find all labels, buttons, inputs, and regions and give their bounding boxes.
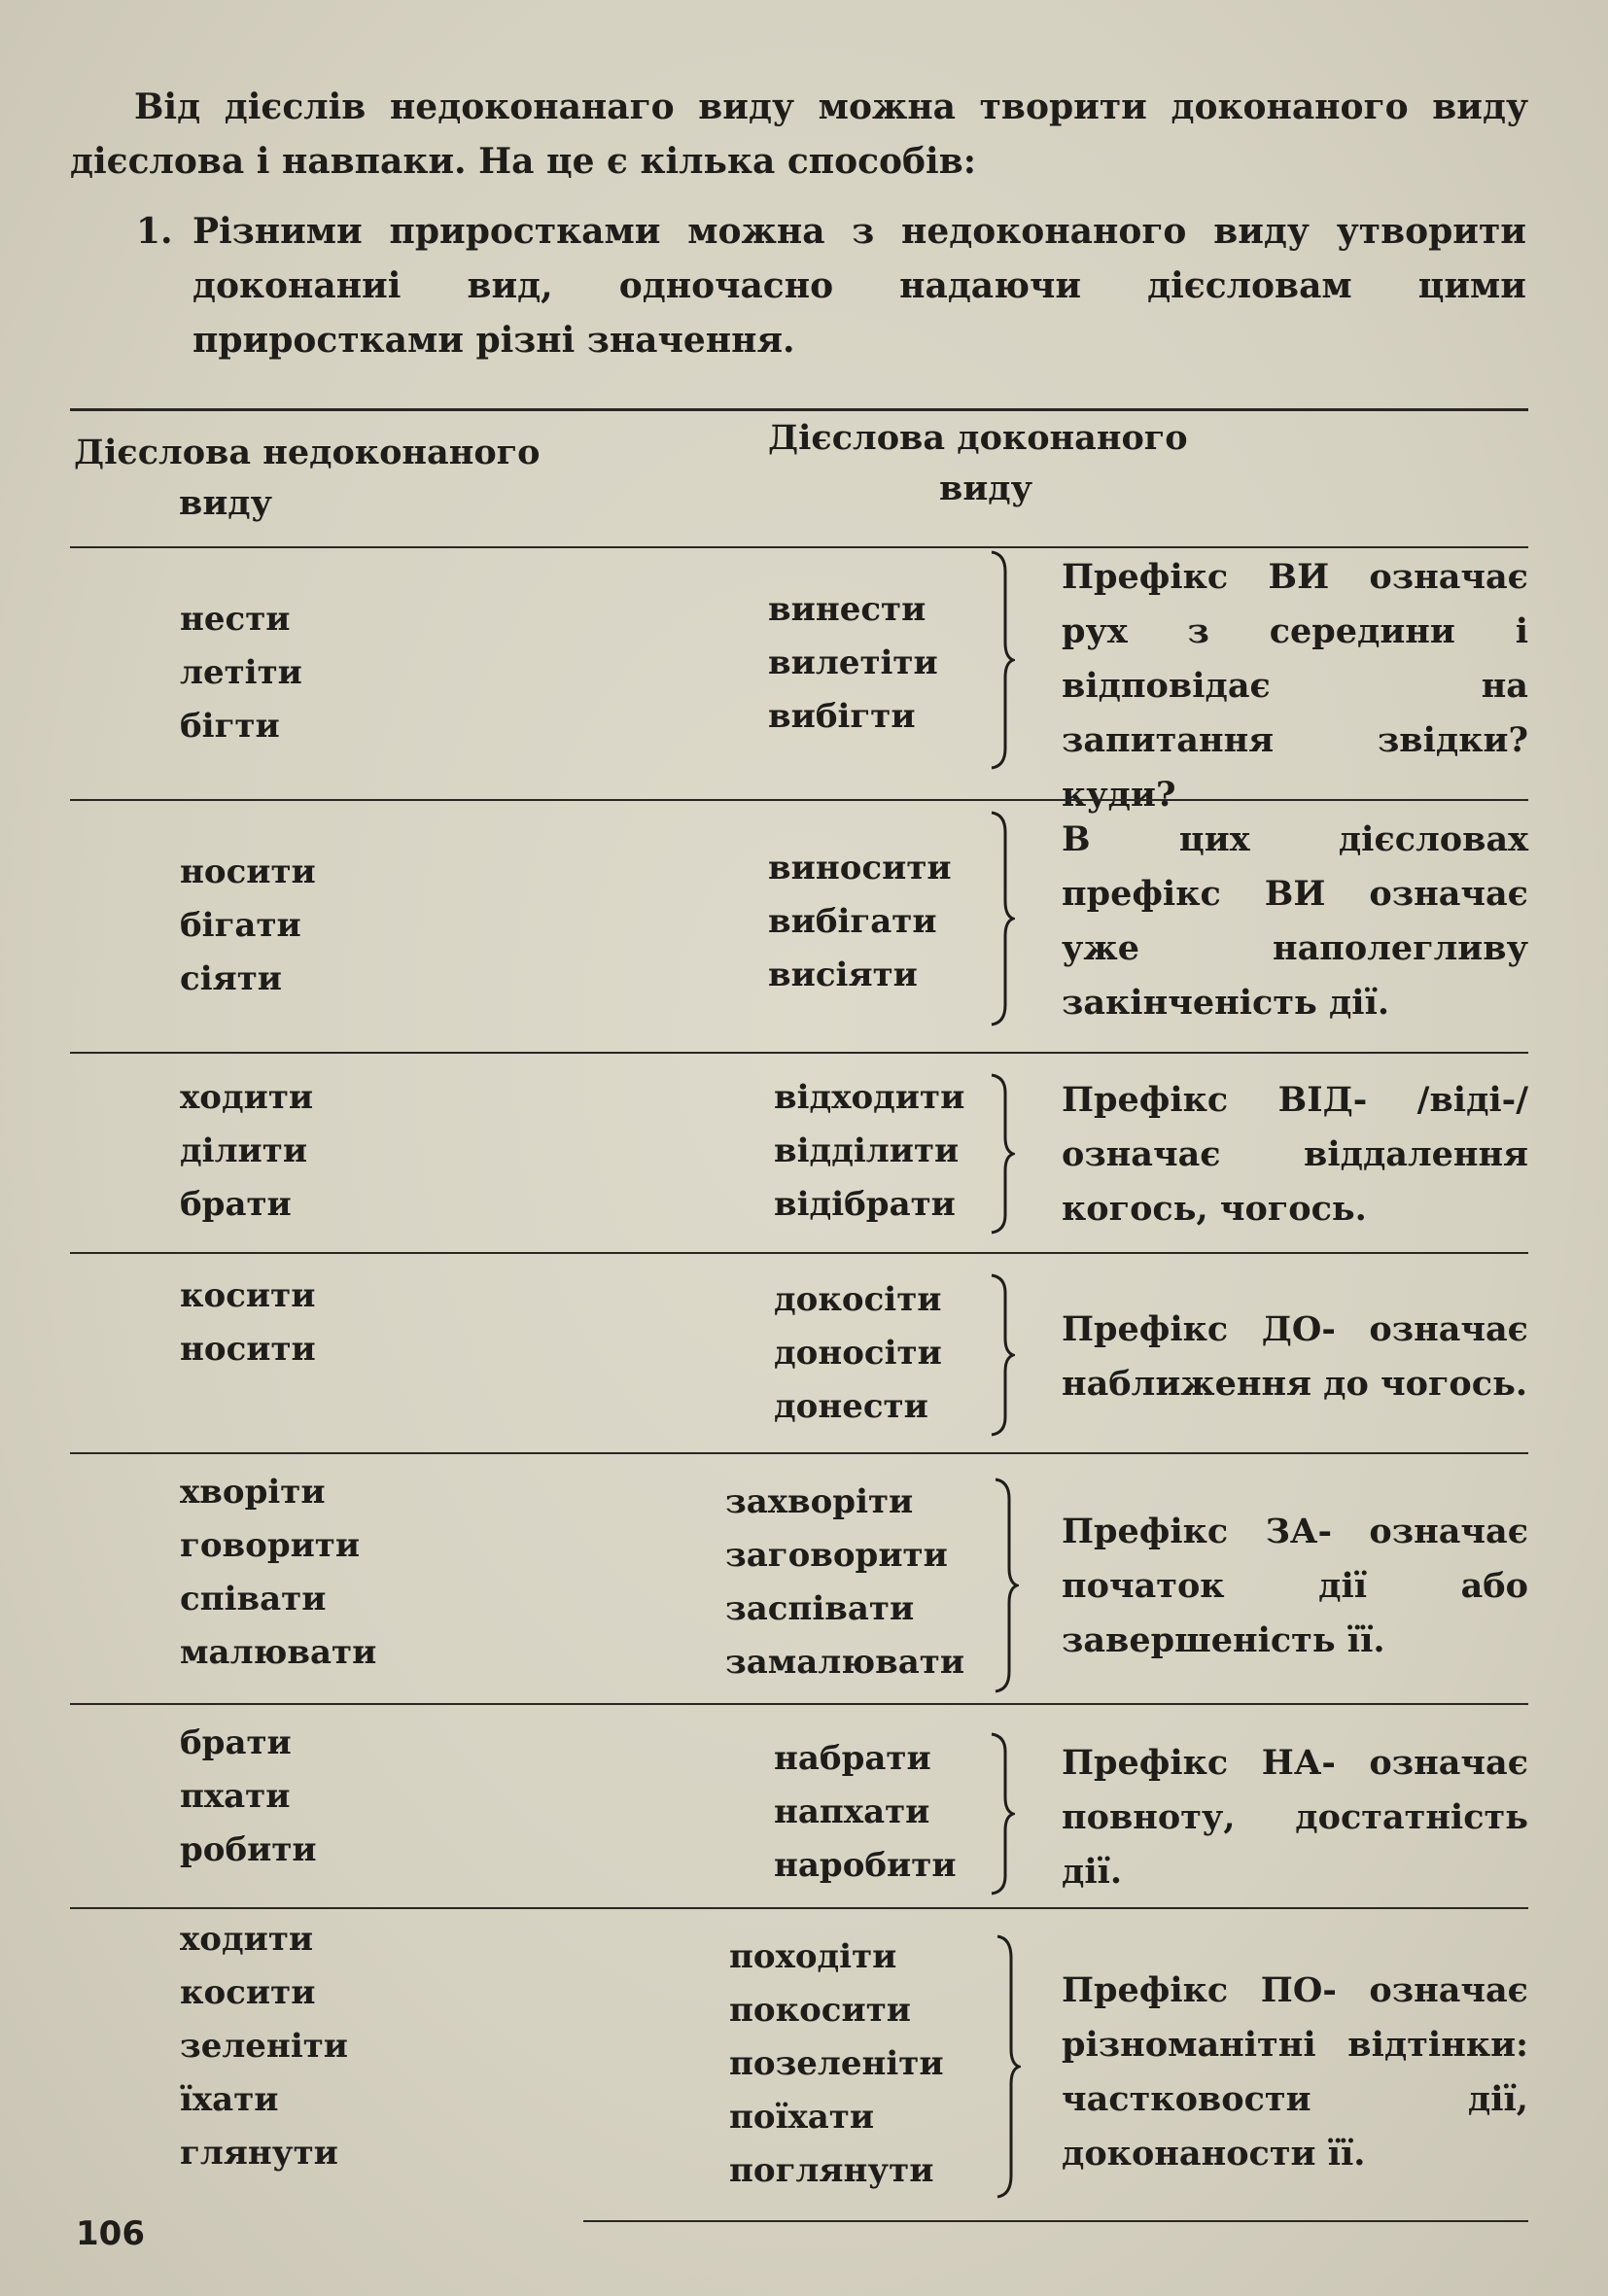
group-4-perfective: [774, 1273, 942, 1434]
list-item: набрати: [774, 1739, 931, 1778]
group-7-perfective: [729, 1931, 944, 2198]
group-6-description: Префікс НА- означає повноту, достатність дії.: [1062, 1743, 1528, 1892]
list-item: напхати: [774, 1792, 930, 1831]
brace-icon: [990, 1273, 1015, 1437]
group-divider: [70, 1252, 1528, 1254]
group-1-perfective: [768, 583, 938, 744]
brace-icon: [990, 1073, 1015, 1235]
group-5-imperfective: [180, 1466, 376, 1680]
list-item: брати: [180, 1723, 292, 1762]
brace-icon: [990, 1732, 1015, 1896]
list-item: винести: [768, 590, 926, 629]
table-top-rule: [70, 408, 1528, 411]
list-item: нести: [180, 600, 291, 639]
group-3-perfective: [774, 1071, 964, 1232]
group-6-perfective: [774, 1732, 957, 1893]
list-item: походіти: [729, 1937, 897, 1976]
list-item: ходити: [180, 1920, 314, 1959]
list-item: виносити: [768, 849, 952, 887]
list-item: висіяти: [768, 956, 918, 994]
item-text: Різними приростками можна з недоконаного виду утворити доконаниі вид, одночасно надаючи дієсловам цими приростками різні значення.: [192, 211, 1526, 361]
list-item: заспівати: [725, 1589, 915, 1628]
brace-icon: [996, 1934, 1021, 2199]
brace-icon: [990, 550, 1015, 770]
group-4-description: Префікс ДО- означає наближення до чогось.: [1062, 1309, 1528, 1404]
group-divider: [70, 1052, 1528, 1054]
list-item: співати: [180, 1580, 327, 1618]
list-item: летіти: [180, 653, 302, 692]
list-item: косити: [180, 1276, 316, 1315]
header-perfective: [768, 413, 1188, 514]
list-item: донести: [774, 1387, 928, 1426]
list-item: говорити: [180, 1526, 361, 1565]
list-item: зеленіти: [180, 2027, 349, 2066]
group-3-description: Префікс ВІД- /віді-/ означає віддалення когось, чогось.: [1062, 1080, 1528, 1229]
header-rule: [70, 546, 1528, 548]
group-divider: [70, 1452, 1528, 1454]
item-number: 1.: [136, 211, 173, 252]
group-1-imperfective: [180, 593, 302, 753]
header-imperfective: [74, 428, 540, 529]
list-item: поїхати: [729, 2098, 875, 2137]
group-2-imperfective: [180, 846, 316, 1006]
list-item: бігти: [180, 707, 280, 746]
group-divider: [70, 1907, 1528, 1909]
list-item: носити: [180, 852, 316, 891]
list-item: заговорити: [725, 1536, 948, 1575]
list-item: глянути: [180, 2134, 338, 2173]
list-item: відходити: [774, 1078, 965, 1117]
intro-paragraph: Від дієслів недоконанаго виду можна творити доконаного виду дієслова і навпаки. На це є кілька способів:: [70, 87, 1528, 182]
group-2-description: В цих дієсловах префікс ВИ означає уже наполегливу закінченість дії.: [1062, 819, 1528, 1023]
group-divider: [70, 1703, 1528, 1705]
list-item: покосити: [729, 1991, 911, 2030]
list-item: вибігати: [768, 902, 937, 941]
list-item: пхати: [180, 1777, 291, 1816]
list-item: відібрати: [774, 1185, 956, 1224]
group-3-imperfective: [180, 1071, 313, 1232]
list-item: докосіти: [774, 1280, 942, 1319]
list-item: позеленіти: [729, 2044, 944, 2083]
header-imperfective-line2: виду: [179, 483, 273, 523]
brace-icon: [990, 811, 1015, 1026]
list-item: косити: [180, 1973, 316, 2012]
group-5-description: Префікс ЗА- означає початок дії або завершеність її.: [1062, 1512, 1528, 1660]
list-item: бігати: [180, 906, 301, 945]
group-1-description: Префікс ВИ означає рух з середини і відповідає на запитання звідки? куди?: [1062, 557, 1528, 815]
page-number: 106: [76, 2214, 145, 2253]
list-item: носити: [180, 1330, 316, 1369]
list-item: сіяти: [180, 959, 283, 998]
list-item: наробити: [774, 1846, 957, 1885]
list-item: хворіти: [180, 1473, 326, 1512]
group-2-perfective: [768, 842, 952, 1002]
numbered-item: [136, 204, 1526, 367]
list-item: замалювати: [725, 1643, 965, 1682]
group-6-imperfective: [180, 1717, 317, 1877]
header-perfective-line2: виду: [939, 469, 1033, 508]
list-item: вилетіти: [768, 644, 938, 682]
list-item: відділити: [774, 1131, 960, 1170]
list-item: ходити: [180, 1078, 314, 1117]
list-item: вибігти: [768, 697, 916, 736]
header-perfective-line1: Дієслова доконаного: [768, 418, 1188, 458]
group-4-imperfective: [180, 1270, 316, 1376]
header-imperfective-line1: Дієслова недоконаного: [74, 433, 541, 472]
list-item: їхати: [180, 2080, 279, 2119]
list-item: ділити: [180, 1131, 308, 1170]
list-item: брати: [180, 1185, 292, 1224]
group-divider: [70, 799, 1528, 801]
list-item: робити: [180, 1830, 317, 1869]
list-item: захворіти: [725, 1482, 914, 1521]
group-7-description: Префікс ПО- означає різноманітні відтінки: частковости дії, доконаности її.: [1062, 1970, 1528, 2174]
brace-icon: [994, 1478, 1019, 1693]
list-item: малювати: [180, 1633, 377, 1672]
list-item: поглянути: [729, 2151, 934, 2190]
list-item: доносіти: [774, 1334, 942, 1373]
table-bottom-rule: [583, 2220, 1528, 2222]
group-5-perfective: [725, 1476, 964, 1689]
group-7-imperfective: [180, 1913, 348, 2180]
